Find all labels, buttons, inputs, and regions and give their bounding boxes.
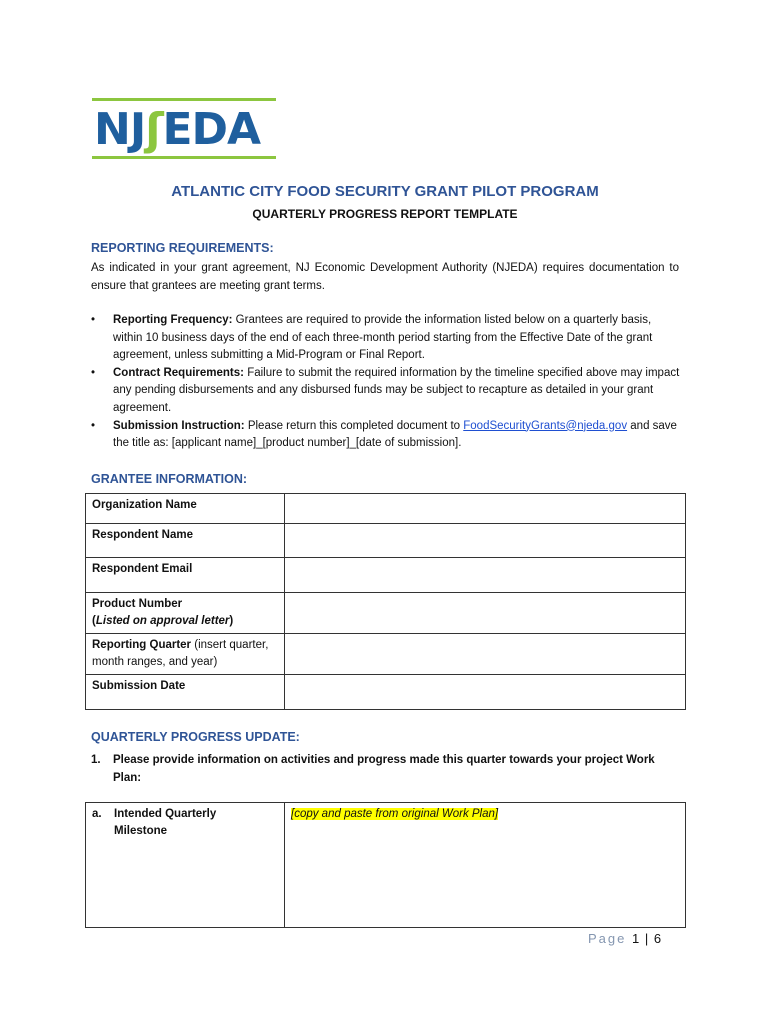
page-footer: Page 1 | 6 (588, 931, 663, 946)
reporting-quarter-label: Reporting Quarter (insert quarter, month ranges, and year) (86, 634, 285, 675)
reporting-intro: As indicated in your grant agreement, NJ Economic Development Authority (NJEDA) requires documentation to ensure that grantees are meeting grant terms. (91, 262, 679, 292)
new-jersey-state-icon: ʃ (145, 104, 163, 155)
table-row (86, 558, 686, 593)
product-number-label: Product Number (Listed on approval letter) (86, 593, 285, 634)
product-number-field[interactable] (285, 593, 686, 634)
bullet-icon: • (91, 419, 96, 432)
table-row (86, 593, 686, 634)
intended-milestone-field[interactable]: [copy and paste from original Work Plan] (285, 803, 686, 928)
respondent-email-field[interactable] (285, 558, 686, 593)
question-1: 1. Please provide information on activities and progress made this quarter towards your project Work Plan: (91, 754, 655, 784)
njeda-logo (92, 98, 276, 160)
email-link[interactable]: FoodSecurityGrants@njeda.gov (463, 419, 628, 432)
table-row (86, 675, 686, 710)
list-item: • Submission Instruction: Please return this completed document to FoodSecurityGrants@njeda.gov and save the title as: [applicant name]_[product number]_[date of submission]. (91, 419, 677, 450)
document-subtitle: QUARTERLY PROGRESS REPORT TEMPLATE (252, 207, 518, 221)
bullet-icon: • (91, 366, 96, 379)
logo-top-rule (92, 98, 276, 101)
reporting-quarter-field[interactable] (285, 634, 686, 675)
logo-bottom-rule (92, 156, 276, 159)
table-row (86, 524, 686, 558)
intended-milestone-label: a. Intended Quarterly Milestone (86, 803, 285, 928)
logo-wordmark: NJʃEDA (94, 104, 261, 155)
organization-name-field[interactable] (285, 494, 686, 524)
respondent-name-field[interactable] (285, 524, 686, 558)
submission-date-label: Submission Date (86, 675, 285, 710)
list-item: • Contract Requirements: Failure to submit the required information by the timeline specified above may impact any pending disbursements and any disbursed funds may be subject to recapture as detailed in your grant agreement. (91, 366, 680, 414)
document-title: ATLANTIC CITY FOOD SECURITY GRANT PILOT PROGRAM (171, 183, 599, 200)
work-plan-table (85, 802, 686, 928)
table-row (86, 494, 686, 524)
organization-name-label: Organization Name (86, 494, 285, 524)
table-row (86, 634, 686, 675)
grantee-info-table (85, 493, 686, 710)
grantee-information-heading: GRANTEE INFORMATION: (91, 472, 248, 486)
submission-date-field[interactable] (285, 675, 686, 710)
reporting-requirements-heading: REPORTING REQUIREMENTS: (91, 241, 274, 255)
requirements-list (91, 312, 681, 453)
respondent-name-label: Respondent Name (86, 524, 285, 558)
list-item: • Reporting Frequency: Grantees are required to provide the information listed below on a quarterly basis, within 10 business days of the end of each three-month period starting from the Effective Date of the grant agreement, unless submitting a Mid-Program or Final Report. (91, 314, 653, 362)
respondent-email-label: Respondent Email (86, 558, 285, 593)
bullet-icon: • (91, 314, 96, 326)
table-row (86, 803, 686, 928)
quarterly-progress-heading: QUARTERLY PROGRESS UPDATE: (91, 730, 300, 744)
